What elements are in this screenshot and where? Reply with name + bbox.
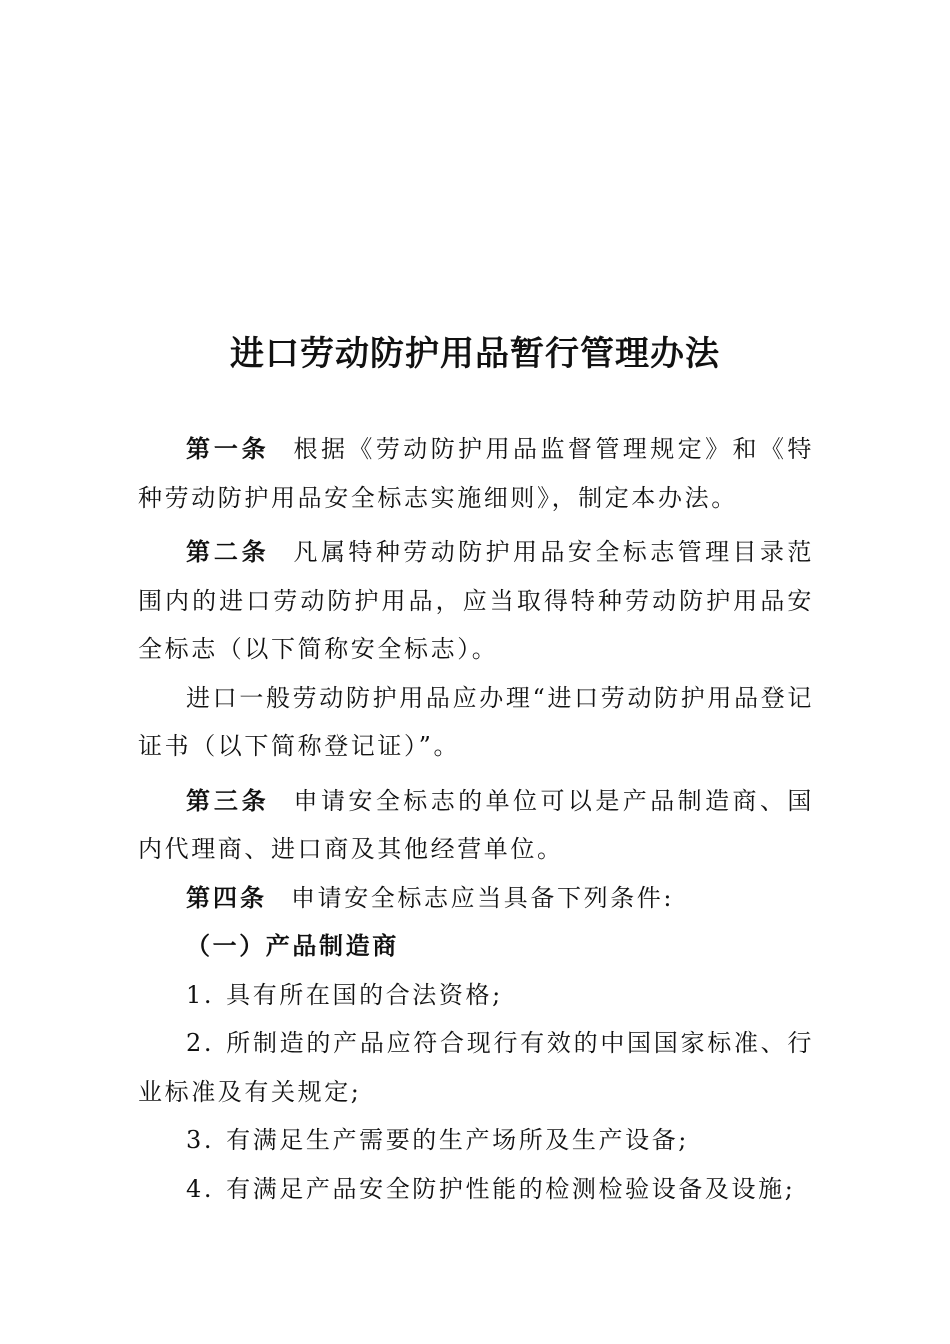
- item-number: 1.: [186, 980, 215, 1009]
- article-text: 申请安全标志的单位可以是产品制造商、国内代理商、进口商及其他经营单位。: [138, 786, 814, 863]
- list-item: [138, 1019, 814, 1116]
- article-label: 第二条: [186, 537, 270, 566]
- article-text: 根据《劳动防护用品监督管理规定》和《特种劳动防护用品安全标志实施细则》，制定本办法。: [138, 435, 814, 512]
- list-item: [138, 1165, 814, 1214]
- item-number: 3.: [186, 1126, 215, 1154]
- article-text: 申请安全标志应当具备下列条件:: [291, 883, 675, 912]
- item-text: 有满足生产需要的生产场所及生产设备;: [226, 1126, 689, 1154]
- article-2-continuation: 进口一般劳动防护用品应办理“进口劳动防护用品登记证书（以下简称登记证）”。: [138, 683, 814, 760]
- article-label: 第四条: [186, 882, 267, 912]
- document-title: 进口劳动防护用品暂行管理办法: [230, 334, 720, 374]
- article-1: [138, 425, 814, 522]
- article-label: 第一条: [186, 434, 270, 463]
- list-item: [138, 1116, 814, 1165]
- article-label: 第三条: [186, 785, 270, 815]
- article-3: [138, 777, 814, 874]
- item-number: 4.: [186, 1174, 215, 1203]
- section-subheading: （一）产品制造商: [186, 931, 399, 960]
- article-2: [138, 528, 814, 674]
- document-body: [138, 425, 814, 1213]
- item-number: 2.: [186, 1029, 215, 1057]
- item-text: 有满足产品安全防护性能的检测检验设备及设施;: [226, 1174, 796, 1203]
- article-text: 凡属特种劳动防护用品安全标志管理目录范围内的进口劳动防护用品，应当取得特种劳动防护用品安全标志（以下简称安全标志）。: [138, 538, 814, 663]
- item-text: 具有所在国的合法资格;: [226, 980, 503, 1009]
- item-text: 所制造的产品应符合现行有效的中国国家标准、行业标准及有关规定;: [138, 1029, 814, 1106]
- article-4: [138, 874, 814, 923]
- list-item: [138, 971, 814, 1020]
